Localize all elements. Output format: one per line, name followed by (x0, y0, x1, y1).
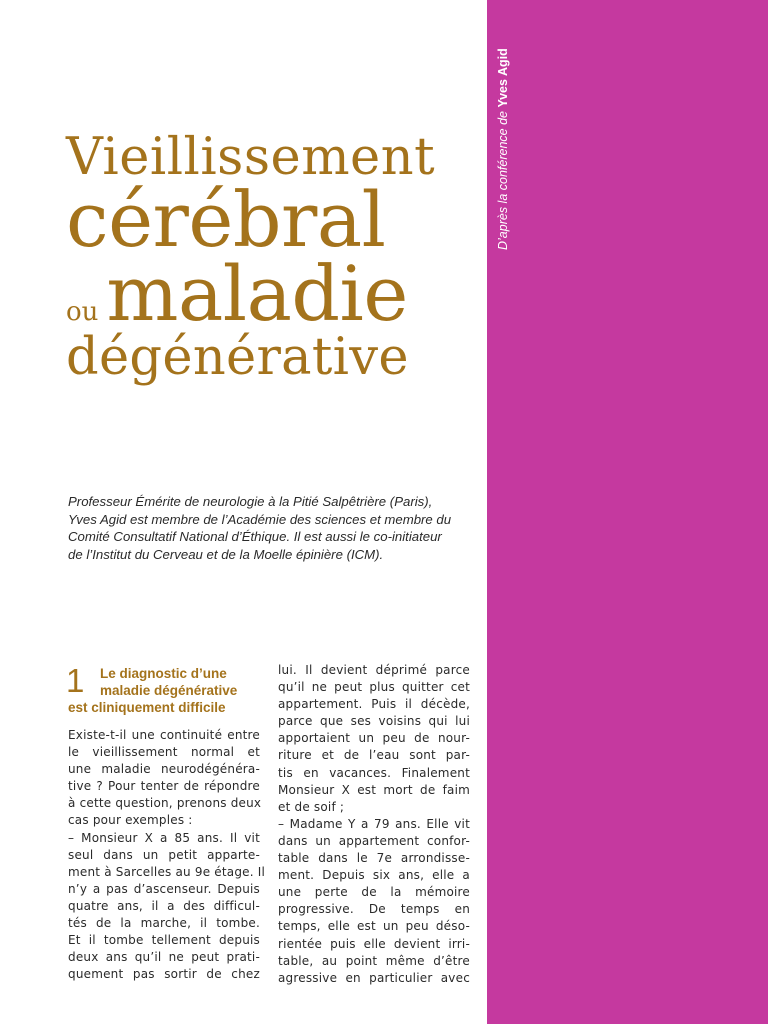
title-line-2: cérébral (66, 175, 386, 264)
body-line: une perte de la mémoire (278, 885, 470, 900)
body-line: seul dans un petit apparte- (68, 847, 260, 862)
body-line: apportaient un peu de nour- (278, 731, 470, 746)
section-heading-line: Le diagnostic d’une (100, 666, 227, 681)
body-line: – Monsieur X a 85 ans. Il vit (68, 830, 260, 845)
body-line: rientée puis elle devient irri- (278, 936, 470, 951)
body-line: progressive. De temps en (278, 902, 470, 917)
title-line-3 (66, 249, 408, 338)
body-line: une maladie neurodégénéra- (68, 762, 260, 777)
body-line: appartement. Puis il décède, (278, 697, 470, 712)
body-line: tive ? Pour tenter de répondre (68, 779, 260, 794)
section-heading-line: est cliniquement difficile (68, 700, 226, 715)
body-line: lui. Il devient déprimé parce (278, 663, 470, 677)
body-line: table dans le 7e arrondisse- (278, 851, 470, 866)
body-line: cas pour exemples : (68, 813, 193, 828)
body-column-right (278, 662, 470, 987)
body-line: ment à Sarcelles au 9e étage. Il (68, 864, 266, 879)
body-line: quatre ans, il a des difficul- (68, 898, 260, 913)
body-line: n’y a pas d’ascenseur. Depuis (68, 881, 260, 896)
intro-line: Yves Agid est membre de l’Académie des sciences et membre du (68, 511, 452, 527)
title-maladie: maladie (106, 249, 408, 338)
body-line: tis en vacances. Finalement (278, 765, 470, 780)
magenta-sidebar (487, 0, 768, 1024)
body-line: dans un appartement confor- (278, 833, 470, 848)
credit-author: Yves Agid (496, 48, 510, 108)
body-line: qu’il ne peut plus quitter cet (278, 680, 470, 695)
body-line: à cette question, prenons deux (68, 796, 262, 811)
intro-line: Professeur Émérite de neurologie à la Pitié Salpêtrière (Paris), (68, 494, 433, 509)
section-heading (66, 662, 268, 716)
title-line-1: Vieillissement (66, 128, 436, 187)
body-line: et de soif ; (278, 799, 345, 814)
body-line: deux ans qu’il ne peut prati- (68, 950, 260, 965)
body-line: tés de la marche, il tombe. (68, 916, 260, 931)
credit-prefix: D’après la conférence de (496, 107, 510, 250)
body-line: table, au point même d’être (278, 953, 470, 968)
title-ou: ou (66, 297, 99, 327)
title-line-4: dégénérative (66, 328, 409, 387)
intro-line: de l’Institut du Cerveau et de la Moelle épinière (ICM). (68, 546, 384, 562)
body-line: Et il tombe tellement depuis (68, 933, 260, 948)
body-line: ment. Depuis six ans, elle a (278, 868, 470, 883)
body-line: agressive en particulier avec (278, 970, 470, 985)
body-line: Monsieur X est mort de faim (278, 782, 470, 797)
body-line: parce que ses voisins qui lui (278, 714, 470, 729)
section-heading-line: maladie dégénérative (100, 683, 238, 698)
intro-line: Comité Consultatif National d’Éthique. Il est aussi le co-initiateur (68, 529, 442, 544)
body-line: riture et de l’eau sont par- (278, 748, 470, 763)
author-intro (68, 493, 478, 563)
body-line: le vieillissement normal et (68, 745, 260, 760)
body-line: Existe-t-il une continuité entre (68, 728, 260, 742)
body-column-left (68, 727, 266, 983)
body-line: quement pas sortir de chez (68, 967, 260, 982)
body-line: – Madame Y a 79 ans. Elle vit (278, 816, 470, 831)
body-line: temps, elle est un peu déso- (278, 919, 470, 934)
conference-credit (496, 48, 510, 250)
section-number: 1 (66, 662, 85, 699)
